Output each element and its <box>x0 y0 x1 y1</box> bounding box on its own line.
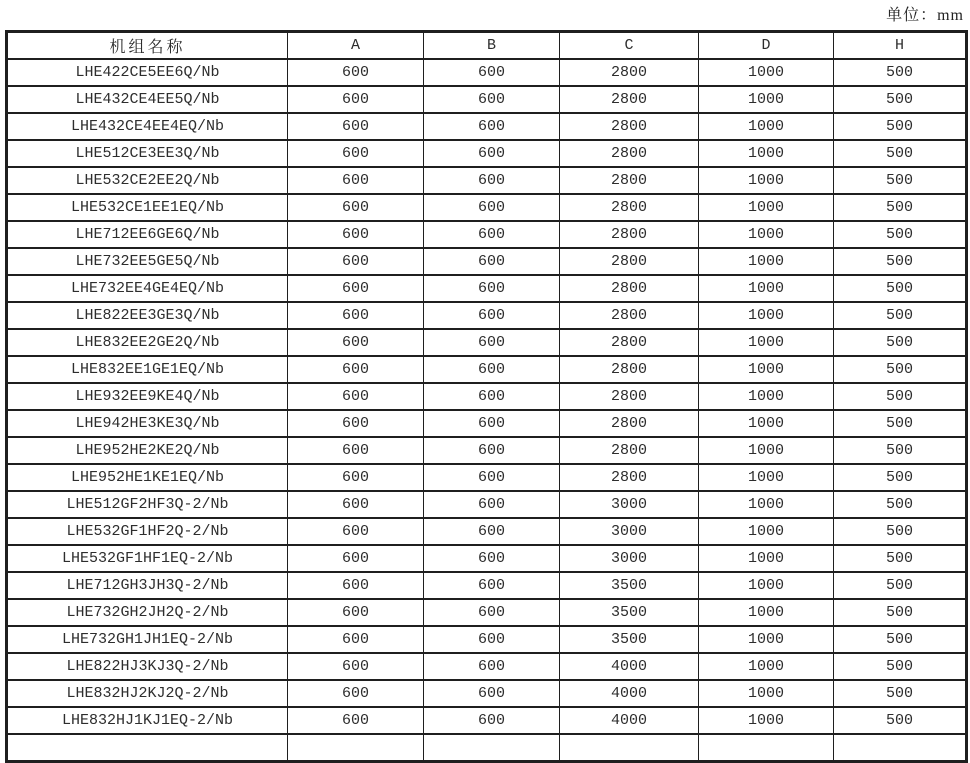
dimension-value-cell: 500 <box>834 707 967 734</box>
dimension-value-cell: 500 <box>834 599 967 626</box>
dimension-value-cell: 2800 <box>560 383 699 410</box>
dimension-table <box>5 30 968 763</box>
table-row <box>7 680 967 707</box>
dimension-value-cell: 1000 <box>699 626 834 653</box>
dimension-value-cell: 600 <box>288 410 424 437</box>
dimension-value-cell: 500 <box>834 572 967 599</box>
dimension-value-cell: 600 <box>288 653 424 680</box>
dimension-value-cell: 500 <box>834 140 967 167</box>
model-name-cell: LHE422CE5EE6Q/Nb <box>7 59 288 86</box>
table-row <box>7 59 967 86</box>
model-name-cell: LHE512CE3EE3Q/Nb <box>7 140 288 167</box>
dimension-value-cell: 1000 <box>699 275 834 302</box>
table-row <box>7 140 967 167</box>
model-name-cell: LHE832HJ2KJ2Q-2/Nb <box>7 680 288 707</box>
table-row <box>7 302 967 329</box>
dimension-value-cell: 600 <box>424 491 560 518</box>
dimension-value-cell: 1000 <box>699 248 834 275</box>
table-row <box>7 221 967 248</box>
dimension-value-cell: 600 <box>424 707 560 734</box>
table-row <box>7 383 967 410</box>
dimension-value-cell: 600 <box>288 86 424 113</box>
dimension-value-cell: 1000 <box>699 383 834 410</box>
dimension-value-cell: 500 <box>834 518 967 545</box>
dimension-value-cell: 3000 <box>560 491 699 518</box>
dimension-value-cell: 600 <box>424 464 560 491</box>
column-header-dimension: B <box>424 32 560 60</box>
empty-cell <box>699 734 834 762</box>
dimension-value-cell: 600 <box>424 626 560 653</box>
dimension-value-cell: 2800 <box>560 140 699 167</box>
dimension-value-cell: 500 <box>834 680 967 707</box>
dimension-value-cell: 3000 <box>560 518 699 545</box>
dimension-value-cell: 3000 <box>560 545 699 572</box>
dimension-value-cell: 2800 <box>560 275 699 302</box>
dimension-value-cell: 2800 <box>560 410 699 437</box>
dimension-value-cell: 4000 <box>560 680 699 707</box>
dimension-value-cell: 600 <box>424 383 560 410</box>
empty-cell <box>560 734 699 762</box>
table-row <box>7 572 967 599</box>
dimension-value-cell: 600 <box>424 572 560 599</box>
table-row <box>7 626 967 653</box>
dimension-value-cell: 600 <box>424 518 560 545</box>
dimension-value-cell: 600 <box>288 59 424 86</box>
table-row-partial <box>7 734 967 762</box>
column-header-model-name: 机组名称 <box>7 32 288 60</box>
dimension-value-cell: 1000 <box>699 572 834 599</box>
dimension-value-cell: 1000 <box>699 437 834 464</box>
table-row <box>7 275 967 302</box>
dimension-value-cell: 600 <box>288 248 424 275</box>
dimension-value-cell: 600 <box>288 356 424 383</box>
dimension-value-cell: 600 <box>288 518 424 545</box>
dimension-value-cell: 600 <box>424 221 560 248</box>
model-name-cell: LHE432CE4EE4EQ/Nb <box>7 113 288 140</box>
dimension-value-cell: 3500 <box>560 572 699 599</box>
model-name-cell: LHE832HJ1KJ1EQ-2/Nb <box>7 707 288 734</box>
dimension-value-cell: 500 <box>834 113 967 140</box>
empty-cell <box>834 734 967 762</box>
table-row <box>7 464 967 491</box>
dimension-value-cell: 600 <box>424 113 560 140</box>
model-name-cell: LHE532GF1HF2Q-2/Nb <box>7 518 288 545</box>
dimension-value-cell: 4000 <box>560 707 699 734</box>
column-header-dimension: H <box>834 32 967 60</box>
dimension-value-cell: 600 <box>288 302 424 329</box>
dimension-value-cell: 2800 <box>560 113 699 140</box>
dimension-value-cell: 1000 <box>699 113 834 140</box>
dimension-value-cell: 3500 <box>560 599 699 626</box>
dimension-value-cell: 1000 <box>699 464 834 491</box>
model-name-cell: LHE532CE2EE2Q/Nb <box>7 167 288 194</box>
dimension-value-cell: 2800 <box>560 437 699 464</box>
dimension-value-cell: 500 <box>834 59 967 86</box>
dimension-value-cell: 600 <box>288 599 424 626</box>
dimension-value-cell: 600 <box>288 491 424 518</box>
dimension-value-cell: 500 <box>834 275 967 302</box>
dimension-value-cell: 600 <box>288 464 424 491</box>
dimension-value-cell: 600 <box>424 599 560 626</box>
dimension-value-cell: 600 <box>424 680 560 707</box>
dimension-value-cell: 2800 <box>560 329 699 356</box>
dimension-value-cell: 500 <box>834 545 967 572</box>
column-header-dimension: D <box>699 32 834 60</box>
dimension-value-cell: 600 <box>288 545 424 572</box>
dimension-value-cell: 500 <box>834 167 967 194</box>
dimension-value-cell: 1000 <box>699 194 834 221</box>
dimension-value-cell: 500 <box>834 491 967 518</box>
dimension-value-cell: 1000 <box>699 59 834 86</box>
model-name-cell: LHE532CE1EE1EQ/Nb <box>7 194 288 221</box>
dimension-value-cell: 3500 <box>560 626 699 653</box>
model-name-cell: LHE942HE3KE3Q/Nb <box>7 410 288 437</box>
table-body <box>7 59 967 762</box>
dimension-value-cell: 1000 <box>699 329 834 356</box>
dimension-value-cell: 600 <box>288 329 424 356</box>
dimension-value-cell: 600 <box>424 437 560 464</box>
model-name-cell: LHE732EE5GE5Q/Nb <box>7 248 288 275</box>
dimension-value-cell: 1000 <box>699 653 834 680</box>
table-row <box>7 707 967 734</box>
dimension-value-cell: 600 <box>424 356 560 383</box>
dimension-value-cell: 600 <box>424 248 560 275</box>
table-row <box>7 248 967 275</box>
dimension-value-cell: 600 <box>424 140 560 167</box>
dimension-value-cell: 1000 <box>699 599 834 626</box>
empty-cell <box>7 734 288 762</box>
table-row <box>7 167 967 194</box>
dimension-value-cell: 1000 <box>699 680 834 707</box>
dimension-value-cell: 600 <box>424 275 560 302</box>
dimension-value-cell: 2800 <box>560 302 699 329</box>
dimension-value-cell: 1000 <box>699 167 834 194</box>
model-name-cell: LHE732GH2JH2Q-2/Nb <box>7 599 288 626</box>
dimension-value-cell: 2800 <box>560 194 699 221</box>
dimension-value-cell: 1000 <box>699 491 834 518</box>
dimension-value-cell: 2800 <box>560 464 699 491</box>
dimension-value-cell: 600 <box>288 626 424 653</box>
model-name-cell: LHE512GF2HF3Q-2/Nb <box>7 491 288 518</box>
dimension-value-cell: 1000 <box>699 518 834 545</box>
table-row <box>7 410 967 437</box>
dimension-value-cell: 500 <box>834 329 967 356</box>
dimension-value-cell: 600 <box>424 86 560 113</box>
column-header-dimension: A <box>288 32 424 60</box>
dimension-value-cell: 4000 <box>560 653 699 680</box>
model-name-cell: LHE952HE1KE1EQ/Nb <box>7 464 288 491</box>
dimension-value-cell: 500 <box>834 248 967 275</box>
dimension-value-cell: 1000 <box>699 221 834 248</box>
dimension-value-cell: 2800 <box>560 167 699 194</box>
model-name-cell: LHE832EE1GE1EQ/Nb <box>7 356 288 383</box>
column-header-dimension: C <box>560 32 699 60</box>
dimension-value-cell: 600 <box>424 545 560 572</box>
table-row <box>7 194 967 221</box>
dimension-value-cell: 600 <box>424 194 560 221</box>
dimension-value-cell: 2800 <box>560 248 699 275</box>
model-name-cell: LHE832EE2GE2Q/Nb <box>7 329 288 356</box>
dimension-value-cell: 600 <box>288 275 424 302</box>
dimension-value-cell: 500 <box>834 410 967 437</box>
table-row <box>7 518 967 545</box>
dimension-value-cell: 500 <box>834 464 967 491</box>
dimension-value-cell: 600 <box>424 653 560 680</box>
model-name-cell: LHE952HE2KE2Q/Nb <box>7 437 288 464</box>
header-row <box>7 32 967 60</box>
dimension-value-cell: 600 <box>288 572 424 599</box>
dimension-value-cell: 2800 <box>560 356 699 383</box>
model-name-cell: LHE712GH3JH3Q-2/Nb <box>7 572 288 599</box>
dimension-value-cell: 600 <box>424 167 560 194</box>
dimension-value-cell: 500 <box>834 653 967 680</box>
model-name-cell: LHE822EE3GE3Q/Nb <box>7 302 288 329</box>
dimension-value-cell: 600 <box>424 302 560 329</box>
dimension-value-cell: 2800 <box>560 86 699 113</box>
model-name-cell: LHE932EE9KE4Q/Nb <box>7 383 288 410</box>
dimension-value-cell: 600 <box>288 437 424 464</box>
dimension-value-cell: 600 <box>288 707 424 734</box>
table-row <box>7 545 967 572</box>
empty-cell <box>288 734 424 762</box>
dimension-value-cell: 1000 <box>699 410 834 437</box>
empty-cell <box>424 734 560 762</box>
dimension-value-cell: 500 <box>834 437 967 464</box>
dimension-value-cell: 1000 <box>699 86 834 113</box>
dimension-value-cell: 600 <box>288 680 424 707</box>
dimension-value-cell: 600 <box>288 167 424 194</box>
table-row <box>7 599 967 626</box>
model-name-cell: LHE432CE4EE5Q/Nb <box>7 86 288 113</box>
table-row <box>7 491 967 518</box>
dimension-value-cell: 500 <box>834 194 967 221</box>
model-name-cell: LHE712EE6GE6Q/Nb <box>7 221 288 248</box>
dimension-value-cell: 600 <box>288 383 424 410</box>
table-row <box>7 86 967 113</box>
dimension-value-cell: 1000 <box>699 356 834 383</box>
table-row <box>7 437 967 464</box>
dimension-value-cell: 500 <box>834 86 967 113</box>
dimension-value-cell: 500 <box>834 302 967 329</box>
dimension-value-cell: 500 <box>834 356 967 383</box>
dimension-value-cell: 600 <box>288 113 424 140</box>
table-row <box>7 113 967 140</box>
dimension-value-cell: 500 <box>834 383 967 410</box>
dimension-value-cell: 500 <box>834 626 967 653</box>
model-name-cell: LHE732EE4GE4EQ/Nb <box>7 275 288 302</box>
unit-label: 单位：mm <box>886 7 964 24</box>
model-name-cell: LHE822HJ3KJ3Q-2/Nb <box>7 653 288 680</box>
dimension-value-cell: 500 <box>834 221 967 248</box>
table-row <box>7 653 967 680</box>
dimension-value-cell: 600 <box>288 194 424 221</box>
dimension-value-cell: 1000 <box>699 140 834 167</box>
table-row <box>7 329 967 356</box>
dimension-value-cell: 2800 <box>560 59 699 86</box>
dimension-value-cell: 600 <box>424 410 560 437</box>
dimension-value-cell: 600 <box>288 140 424 167</box>
model-name-cell: LHE532GF1HF1EQ-2/Nb <box>7 545 288 572</box>
dimension-value-cell: 1000 <box>699 302 834 329</box>
dimension-value-cell: 600 <box>424 329 560 356</box>
dimension-value-cell: 1000 <box>699 707 834 734</box>
dimension-value-cell: 600 <box>424 59 560 86</box>
dimension-value-cell: 1000 <box>699 545 834 572</box>
model-name-cell: LHE732GH1JH1EQ-2/Nb <box>7 626 288 653</box>
dimension-value-cell: 600 <box>288 221 424 248</box>
dimension-value-cell: 2800 <box>560 221 699 248</box>
table-row <box>7 356 967 383</box>
